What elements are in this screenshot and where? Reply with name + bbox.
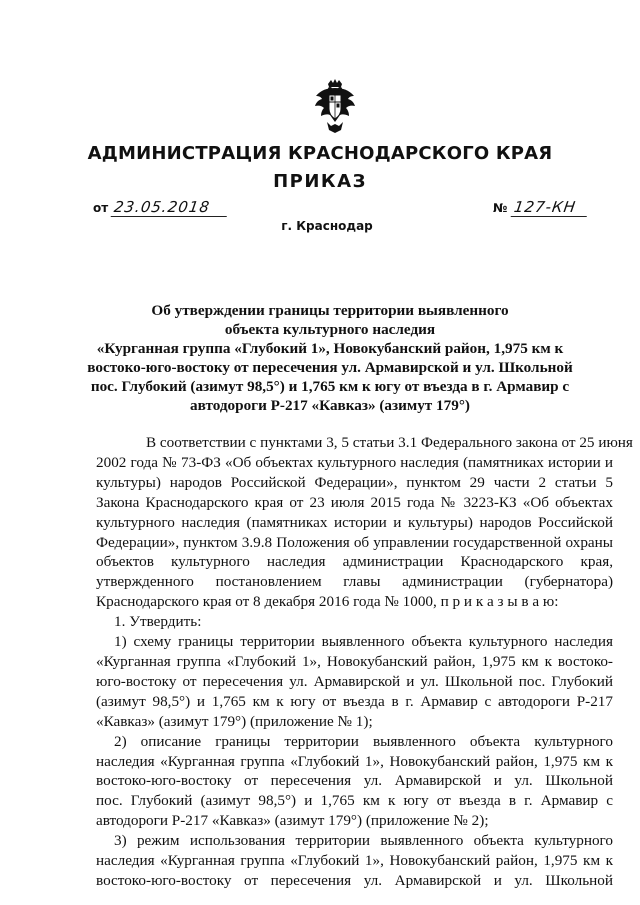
subject-line: Об утверждении границы территории выявленного <box>151 302 509 319</box>
body-line: Краснодарского края от 8 декабря 2016 года № 1000, п р и к а з ы в а ю: <box>96 593 559 611</box>
subject-line: объекта культурного наследия <box>224 321 436 338</box>
document-subject <box>80 301 580 415</box>
body-line: востоко-юго-востоку от пересечения ул. Армавирской и ул. Школьной <box>96 772 613 790</box>
number-handwritten-value: 127-КН <box>510 198 589 217</box>
body-line: культурного наследия (памятниках истории и культуры) народов Российской <box>96 513 613 531</box>
document-body <box>96 433 633 891</box>
body-line: Федерации», пунктом 3.9.8 Положения об управлении государственной охраны <box>96 533 613 551</box>
coat-of-arms-icon <box>313 78 357 134</box>
document-type-title: ПРИКАЗ <box>273 171 367 192</box>
body-line: 2) описание границы территории выявленного объекта культурного <box>114 732 613 750</box>
organization-title: АДМИНИСТРАЦИЯ КРАСНОДАРСКОГО КРАЯ <box>87 143 553 164</box>
subject-line: пос. Глубокий (азимут 98,5°) и 1,765 км к югу от въезда в г. Армавир с <box>90 378 570 395</box>
document-date <box>93 198 228 218</box>
body-line: 2002 года № 73-ФЗ «Об объектах культурного наследия (памятниках истории и <box>96 453 613 471</box>
subject-line: востоко-юго-востоку от пересечения ул. Армавирской и ул. Школьной <box>87 359 573 376</box>
body-line: автодороги Р-217 «Кавказ» (азимут 179°) (приложение № 2); <box>96 812 489 830</box>
body-line: 1) схему границы территории выявленного объекта культурного наследия <box>114 633 613 651</box>
body-line: Закона Краснодарского края от 23 июля 2015 года № 3223-КЗ «Об объектах <box>96 493 613 511</box>
date-handwritten-value: 23.05.2018 <box>111 198 230 217</box>
document-city: г. Краснодар <box>281 219 373 233</box>
body-line: 3) режим использования территории выявленного объекта культурного <box>114 832 613 850</box>
body-line: юго-востоку от пересечения ул. Армавирской и ул. Школьной пос. Глубокий <box>96 672 613 690</box>
body-line: «Курганная группа «Глубокий 1», Новокубанский район, 1,975 км к востоко- <box>96 652 613 670</box>
body-line: «Кавказ» (азимут 179°) (приложение № 1); <box>96 712 373 730</box>
body-line: пос. Глубокий (азимут 98,5°) и 1,765 км к югу от въезда в г. Армавир с <box>96 792 613 810</box>
document-number <box>493 198 588 218</box>
subject-line: «Курганная группа «Глубокий 1», Новокубанский район, 1,975 км к <box>96 340 564 357</box>
date-label: от <box>93 201 109 215</box>
body-line: В соответствии с пунктами 3, 5 статьи 3.1 Федерального закона от 25 июня <box>146 434 633 451</box>
body-line: (азимут 98,5°) и 1,765 км к югу от въезда в г. Армавир с автодороги Р-217 <box>96 692 613 710</box>
body-line: культуры) народов Российской Федерации», пунктом 29 части 2 статьи 5 <box>96 473 613 491</box>
number-label: № <box>493 201 508 215</box>
body-line: наследия «Курганная группа «Глубокий 1», Новокубанский район, 1,975 км к <box>96 752 613 770</box>
body-line: утвержденного постановлением главы администрации (губернатора) <box>96 573 613 591</box>
body-line: наследия «Курганная группа «Глубокий 1», Новокубанский район, 1,975 км к <box>96 852 613 870</box>
subject-line: автодороги Р-217 «Кавказ» (азимут 179°) <box>190 397 470 414</box>
body-line: 1. Утвердить: <box>114 613 202 631</box>
body-line: востоко-юго-востоку от пересечения ул. Армавирской и ул. Школьной <box>96 871 613 889</box>
body-line: объектов культурного наследия администрации Краснодарского края, <box>96 553 613 571</box>
